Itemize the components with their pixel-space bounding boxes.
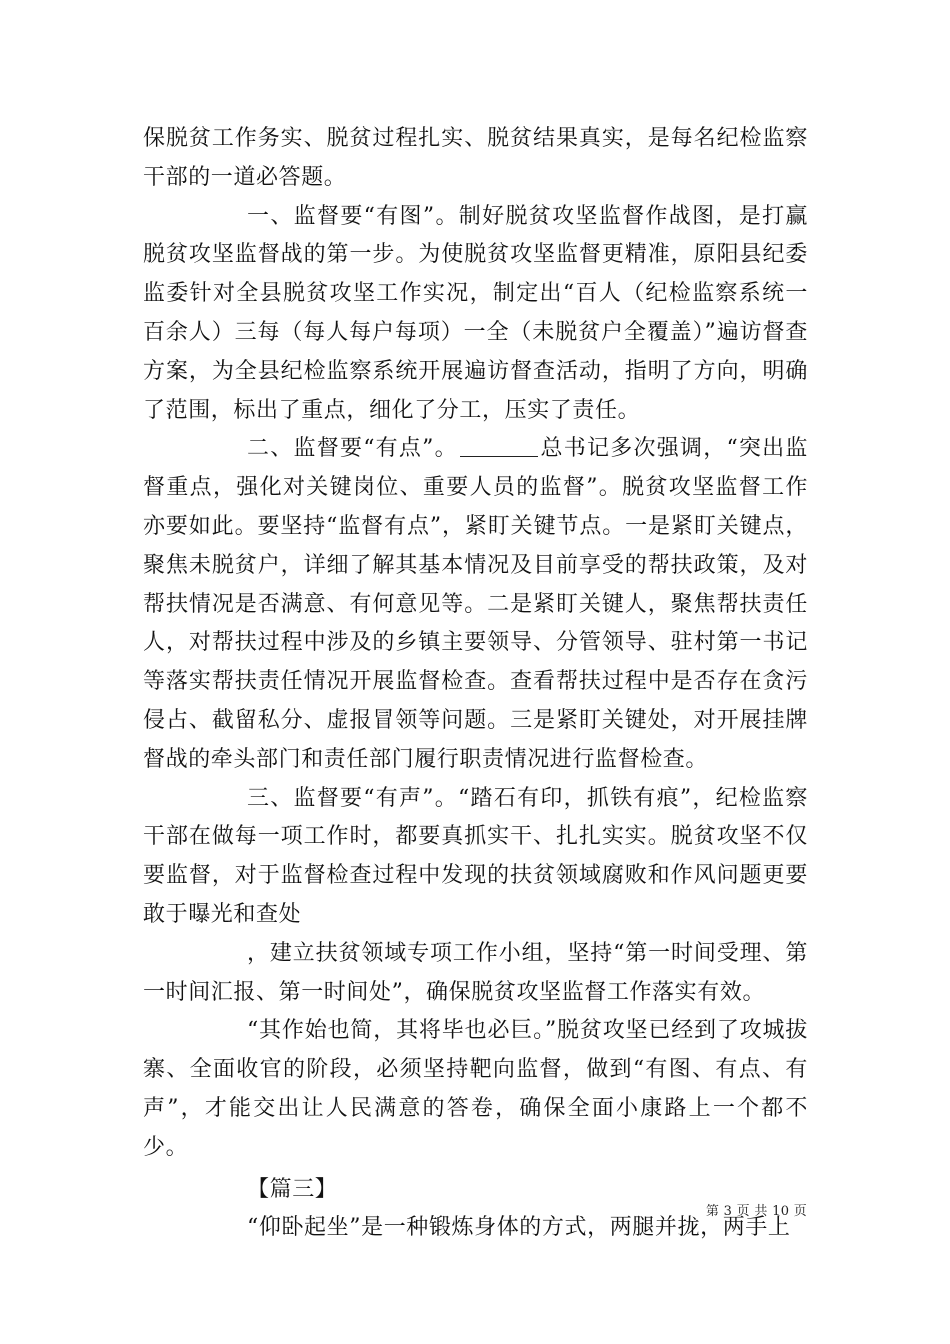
chapter-heading: 【篇三】 [247,1176,338,1202]
paragraph-intro-tail: 保脱贫工作务实、脱贫过程扎实、脱贫结果真实，是每名纪检监察干部的一道必答题。 [143,126,808,190]
blank-underline [460,436,538,457]
paragraph-chapter-three-start: “仰卧起坐”是一种锻炼身体的方式，两腿并拢，两手上 [247,1215,791,1241]
section-two-body: 总书记多次强调，“突出监督重点，强化对关键岗位、重要人员的监督”。脱贫攻坚监督工作亦要如此。要坚持“监督有点”，紧盯关键节点。一是紧盯关键点，聚焦未脱贫户，详细了解其基本情况及目前享受的帮扶政策，及对帮扶情况是否满意、有何意见等。二是紧盯关键人，聚焦帮扶责任人，对帮扶过程中涉及的乡镇主要领导、分管领导、驻村第一书记等落实帮扶责任情况开展监督检查。查看帮扶过程中是否存在贪污侵占、截留私分、虚报冒领等问题。三是紧盯关键处，对开展挂牌督战的牵头部门和责任部门履行职责情况进行监督检查。 [143,436,809,772]
paragraph-conclusion: “其作始也简，其将毕也必巨。”脱贫攻坚已经到了攻城拔寨、全面收官的阶段，必须坚持靶向监督，做到“有图、有点、有声”，才能交出让人民满意的答卷，确保全面小康路上一个都不少。 [143,1018,808,1160]
paragraph-section-three-continued: ，建立扶贫领域专项工作小组，坚持“第一时间受理、第一时间汇报、第一时间处”，确保脱贫攻坚监督工作落实有效。 [143,940,808,1005]
paragraph-section-three: 三、监督要“有声”。“踏石有印，抓铁有痕”，纪检监察干部在做每一项工作时，都要真抓实干、扎扎实实。脱贫攻坚不仅要监督，对于监督检查过程中发现的扶贫领域腐败和作风问题更要敢于曝光和查处 [143,785,808,927]
paragraph-section-one: 一、监督要“有图”。制好脱贫攻坚监督作战图，是打赢脱贫攻坚监督战的第一步。为使脱贫攻坚监督更精准，原阳县纪委监委针对全县脱贫攻坚工作实况，制定出“百人（纪检监察系统一百余人）三每（每人每户每项）一全（未脱贫户全覆盖）”遍访督查方案，为全县纪检监察系统开展遍访督查活动，指明了方向，明确了范围，标出了重点，细化了分工，压实了责任。 [143,203,808,423]
section-two-heading: 二、监督要“有点”。 [247,436,458,462]
paragraph-section-two [143,430,808,779]
page-number-footer: 第 3 页 共 10 页 [705,1204,807,1219]
document-body [143,120,808,1248]
